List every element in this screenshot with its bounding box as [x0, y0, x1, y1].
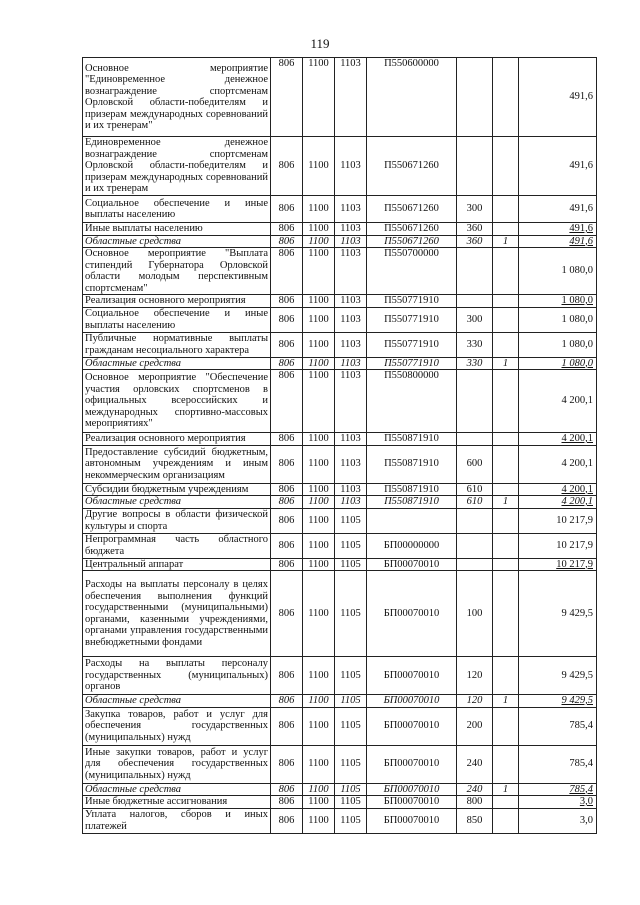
table-row: [83, 295, 597, 308]
row-vr-code: [457, 370, 493, 433]
row-source-code: 1: [493, 695, 519, 708]
row-rz-code: 1100: [303, 695, 335, 708]
row-vr-code: 240: [457, 745, 493, 783]
table-row: [83, 137, 597, 196]
row-amount: 785,4: [519, 745, 597, 783]
row-rz-code: 1100: [303, 496, 335, 509]
row-amount: 10 217,9: [519, 508, 597, 533]
row-amount: 785,4: [519, 707, 597, 745]
table-row: [83, 445, 597, 483]
row-csr-code: БП00070010: [367, 707, 457, 745]
row-amount: 4 200,1: [519, 433, 597, 446]
row-ved-code: 806: [271, 445, 303, 483]
row-description: Основное мероприятие "Выплата стипендий Губернатора Орловской области молодым перспективным спортсменам": [83, 248, 271, 295]
row-rz-code: 1100: [303, 295, 335, 308]
row-pr-code: 1103: [335, 58, 367, 137]
table-row: [83, 571, 597, 657]
row-pr-code: 1105: [335, 657, 367, 695]
row-vr-code: 610: [457, 496, 493, 509]
row-ved-code: 806: [271, 533, 303, 558]
row-description: Уплата налогов, сборов и иных платежей: [83, 808, 271, 833]
row-amount: 3,0: [519, 796, 597, 809]
table-row: [83, 196, 597, 223]
row-csr-code: П550800000: [367, 370, 457, 433]
row-pr-code: 1103: [335, 332, 367, 357]
row-pr-code: 1105: [335, 707, 367, 745]
row-csr-code: П550771910: [367, 357, 457, 370]
row-csr-code: П550871910: [367, 433, 457, 446]
row-source-code: [493, 307, 519, 332]
row-description: Единовременное денежное вознаграждение спортсменам Орловской области-победителям и призерам международных соревнований и их тренерам: [83, 137, 271, 196]
row-rz-code: 1100: [303, 533, 335, 558]
row-rz-code: 1100: [303, 558, 335, 571]
row-amount: 491,6: [519, 137, 597, 196]
table-row: [83, 307, 597, 332]
row-rz-code: 1100: [303, 137, 335, 196]
row-csr-code: П550771910: [367, 332, 457, 357]
row-ved-code: 806: [271, 58, 303, 137]
row-csr-code: БП00070010: [367, 695, 457, 708]
row-description: Областные средства: [83, 235, 271, 248]
row-rz-code: 1100: [303, 796, 335, 809]
row-csr-code: БП00000000: [367, 533, 457, 558]
row-source-code: [493, 796, 519, 809]
row-vr-code: 330: [457, 357, 493, 370]
row-csr-code: БП00070010: [367, 558, 457, 571]
row-source-code: [493, 558, 519, 571]
row-rz-code: 1100: [303, 433, 335, 446]
row-amount: 1 080,0: [519, 307, 597, 332]
row-ved-code: 806: [271, 137, 303, 196]
row-vr-code: [457, 295, 493, 308]
row-ved-code: 806: [271, 508, 303, 533]
row-amount: 4 200,1: [519, 370, 597, 433]
row-source-code: [493, 533, 519, 558]
row-pr-code: 1103: [335, 223, 367, 236]
row-rz-code: 1100: [303, 223, 335, 236]
row-vr-code: 300: [457, 196, 493, 223]
row-source-code: [493, 137, 519, 196]
row-rz-code: 1100: [303, 357, 335, 370]
row-ved-code: 806: [271, 558, 303, 571]
row-vr-code: 200: [457, 707, 493, 745]
row-amount: 4 200,1: [519, 483, 597, 496]
row-pr-code: 1103: [335, 445, 367, 483]
row-vr-code: [457, 533, 493, 558]
row-pr-code: 1103: [335, 235, 367, 248]
row-source-code: [493, 508, 519, 533]
row-rz-code: 1100: [303, 445, 335, 483]
table-row: [83, 558, 597, 571]
row-source-code: [493, 707, 519, 745]
row-ved-code: 806: [271, 745, 303, 783]
row-rz-code: 1100: [303, 483, 335, 496]
row-source-code: [493, 483, 519, 496]
row-amount: 9 429,5: [519, 695, 597, 708]
row-csr-code: БП00070010: [367, 571, 457, 657]
row-description: Областные средства: [83, 357, 271, 370]
row-vr-code: 330: [457, 332, 493, 357]
row-csr-code: БП00070010: [367, 796, 457, 809]
row-source-code: [493, 370, 519, 433]
row-ved-code: 806: [271, 433, 303, 446]
row-amount: 10 217,9: [519, 558, 597, 571]
row-source-code: [493, 433, 519, 446]
row-rz-code: 1100: [303, 307, 335, 332]
row-csr-code: П550671260: [367, 196, 457, 223]
row-rz-code: 1100: [303, 235, 335, 248]
row-ved-code: 806: [271, 571, 303, 657]
row-pr-code: 1103: [335, 496, 367, 509]
table-row: [83, 332, 597, 357]
row-vr-code: 600: [457, 445, 493, 483]
row-vr-code: 360: [457, 235, 493, 248]
table-row: [83, 483, 597, 496]
row-description: Реализация основного мероприятия: [83, 433, 271, 446]
table-row: [83, 433, 597, 446]
row-vr-code: 240: [457, 783, 493, 796]
row-pr-code: 1105: [335, 745, 367, 783]
row-description: Субсидии бюджетным учреждениям: [83, 483, 271, 496]
row-csr-code: П550671260: [367, 137, 457, 196]
row-description: Социальное обеспечение и иные выплаты населению: [83, 307, 271, 332]
row-source-code: 1: [493, 235, 519, 248]
row-pr-code: 1105: [335, 695, 367, 708]
row-amount: 4 200,1: [519, 445, 597, 483]
row-amount: 491,6: [519, 58, 597, 137]
row-vr-code: 360: [457, 223, 493, 236]
row-csr-code: БП00070010: [367, 808, 457, 833]
row-ved-code: 806: [271, 808, 303, 833]
row-rz-code: 1100: [303, 58, 335, 137]
row-amount: 9 429,5: [519, 571, 597, 657]
row-pr-code: 1105: [335, 558, 367, 571]
table-row: [83, 235, 597, 248]
table-row: [83, 223, 597, 236]
row-vr-code: 300: [457, 307, 493, 332]
row-ved-code: 806: [271, 695, 303, 708]
row-csr-code: [367, 508, 457, 533]
row-pr-code: 1105: [335, 796, 367, 809]
table-row: [83, 533, 597, 558]
row-ved-code: 806: [271, 295, 303, 308]
table-row: [83, 248, 597, 295]
table-row: [83, 657, 597, 695]
row-description: Иные бюджетные ассигнования: [83, 796, 271, 809]
row-amount: 1 080,0: [519, 357, 597, 370]
row-amount: 491,6: [519, 196, 597, 223]
row-source-code: [493, 745, 519, 783]
row-amount: 3,0: [519, 808, 597, 833]
table-row: [83, 808, 597, 833]
row-amount: 785,4: [519, 783, 597, 796]
row-vr-code: 100: [457, 571, 493, 657]
row-vr-code: [457, 248, 493, 295]
row-ved-code: 806: [271, 357, 303, 370]
row-description: Основное мероприятие "Единовременное денежное вознаграждение спортсменам Орловской области-победителям и призерам международных соревнований и их тренерам": [83, 58, 271, 137]
row-source-code: 1: [493, 783, 519, 796]
row-source-code: [493, 571, 519, 657]
row-description: Центральный аппарат: [83, 558, 271, 571]
row-csr-code: П550771910: [367, 307, 457, 332]
row-pr-code: 1103: [335, 483, 367, 496]
row-source-code: [493, 196, 519, 223]
row-description: Основное мероприятие "Обеспечение участия орловских спортсменов в официальных всероссийских и международных спортивно-массовых мероприятиях": [83, 370, 271, 433]
row-description: Реализация основного мероприятия: [83, 295, 271, 308]
row-csr-code: БП00070010: [367, 783, 457, 796]
row-ved-code: 806: [271, 657, 303, 695]
row-csr-code: П550671260: [367, 223, 457, 236]
table-row: [83, 357, 597, 370]
table-row: [83, 496, 597, 509]
row-pr-code: 1103: [335, 370, 367, 433]
row-source-code: [493, 657, 519, 695]
row-csr-code: БП00070010: [367, 657, 457, 695]
row-pr-code: 1105: [335, 808, 367, 833]
row-description: Расходы на выплаты персоналу государственных (муниципальных) органов: [83, 657, 271, 695]
row-amount: 491,6: [519, 223, 597, 236]
row-description: Иные закупки товаров, работ и услуг для обеспечения государственных (муниципальных) нужд: [83, 745, 271, 783]
row-ved-code: 806: [271, 235, 303, 248]
row-vr-code: [457, 433, 493, 446]
row-vr-code: [457, 558, 493, 571]
row-pr-code: 1103: [335, 307, 367, 332]
row-ved-code: 806: [271, 196, 303, 223]
row-pr-code: 1105: [335, 571, 367, 657]
row-source-code: [493, 248, 519, 295]
row-amount: 1 080,0: [519, 248, 597, 295]
table-row: [83, 370, 597, 433]
row-source-code: [493, 223, 519, 236]
row-source-code: 1: [493, 496, 519, 509]
table-row: [83, 508, 597, 533]
row-pr-code: 1103: [335, 357, 367, 370]
row-ved-code: 806: [271, 223, 303, 236]
row-rz-code: 1100: [303, 657, 335, 695]
table-row: [83, 707, 597, 745]
budget-table: [82, 57, 597, 834]
row-description: Областные средства: [83, 496, 271, 509]
row-description: Предоставление субсидий бюджетным, автономным учреждениям и иным некоммерческим организациям: [83, 445, 271, 483]
table-row: [83, 796, 597, 809]
row-vr-code: 800: [457, 796, 493, 809]
table-row: [83, 783, 597, 796]
row-rz-code: 1100: [303, 571, 335, 657]
row-source-code: [493, 58, 519, 137]
row-vr-code: [457, 137, 493, 196]
row-description: Областные средства: [83, 695, 271, 708]
row-csr-code: П550871910: [367, 445, 457, 483]
table-row: [83, 58, 597, 137]
row-description: Другие вопросы в области физической культуры и спорта: [83, 508, 271, 533]
row-csr-code: П550771910: [367, 295, 457, 308]
row-pr-code: 1105: [335, 533, 367, 558]
row-source-code: [493, 445, 519, 483]
row-csr-code: П550700000: [367, 248, 457, 295]
row-pr-code: 1103: [335, 433, 367, 446]
row-ved-code: 806: [271, 248, 303, 295]
row-pr-code: 1103: [335, 295, 367, 308]
row-csr-code: БП00070010: [367, 745, 457, 783]
row-amount: 491,6: [519, 235, 597, 248]
row-ved-code: 806: [271, 483, 303, 496]
row-vr-code: 610: [457, 483, 493, 496]
row-ved-code: 806: [271, 707, 303, 745]
row-description: Иные выплаты населению: [83, 223, 271, 236]
row-ved-code: 806: [271, 796, 303, 809]
row-pr-code: 1105: [335, 783, 367, 796]
row-vr-code: [457, 58, 493, 137]
row-description: Непрограммная часть областного бюджета: [83, 533, 271, 558]
row-pr-code: 1105: [335, 508, 367, 533]
row-rz-code: 1100: [303, 745, 335, 783]
row-amount: 1 080,0: [519, 295, 597, 308]
row-rz-code: 1100: [303, 707, 335, 745]
row-ved-code: 806: [271, 783, 303, 796]
row-source-code: [493, 808, 519, 833]
row-amount: 9 429,5: [519, 657, 597, 695]
row-pr-code: 1103: [335, 248, 367, 295]
table-row: [83, 745, 597, 783]
table-row: [83, 695, 597, 708]
row-csr-code: П550871910: [367, 496, 457, 509]
row-description: Расходы на выплаты персоналу в целях обеспечения выполнения функций государственными (муниципальными) органами, казенными учреждениями, органами управления государственными внебюджетными фондами: [83, 571, 271, 657]
row-ved-code: 806: [271, 370, 303, 433]
row-amount: 4 200,1: [519, 496, 597, 509]
row-ved-code: 806: [271, 332, 303, 357]
row-rz-code: 1100: [303, 196, 335, 223]
row-pr-code: 1103: [335, 137, 367, 196]
row-description: Закупка товаров, работ и услуг для обеспечения государственных (муниципальных) нужд: [83, 707, 271, 745]
row-rz-code: 1100: [303, 508, 335, 533]
row-vr-code: 120: [457, 695, 493, 708]
row-vr-code: 120: [457, 657, 493, 695]
row-rz-code: 1100: [303, 808, 335, 833]
row-source-code: [493, 295, 519, 308]
row-amount: 10 217,9: [519, 533, 597, 558]
row-pr-code: 1103: [335, 196, 367, 223]
row-vr-code: [457, 508, 493, 533]
row-rz-code: 1100: [303, 248, 335, 295]
row-description: Публичные нормативные выплаты гражданам несоциального характера: [83, 332, 271, 357]
row-rz-code: 1100: [303, 370, 335, 433]
row-source-code: [493, 332, 519, 357]
row-csr-code: П550871910: [367, 483, 457, 496]
row-description: Социальное обеспечение и иные выплаты населению: [83, 196, 271, 223]
row-vr-code: 850: [457, 808, 493, 833]
row-description: Областные средства: [83, 783, 271, 796]
row-csr-code: П550671260: [367, 235, 457, 248]
row-rz-code: 1100: [303, 783, 335, 796]
row-rz-code: 1100: [303, 332, 335, 357]
row-ved-code: 806: [271, 307, 303, 332]
row-csr-code: П550600000: [367, 58, 457, 137]
row-source-code: 1: [493, 357, 519, 370]
row-amount: 1 080,0: [519, 332, 597, 357]
page-number: 119: [310, 36, 330, 51]
row-ved-code: 806: [271, 496, 303, 509]
